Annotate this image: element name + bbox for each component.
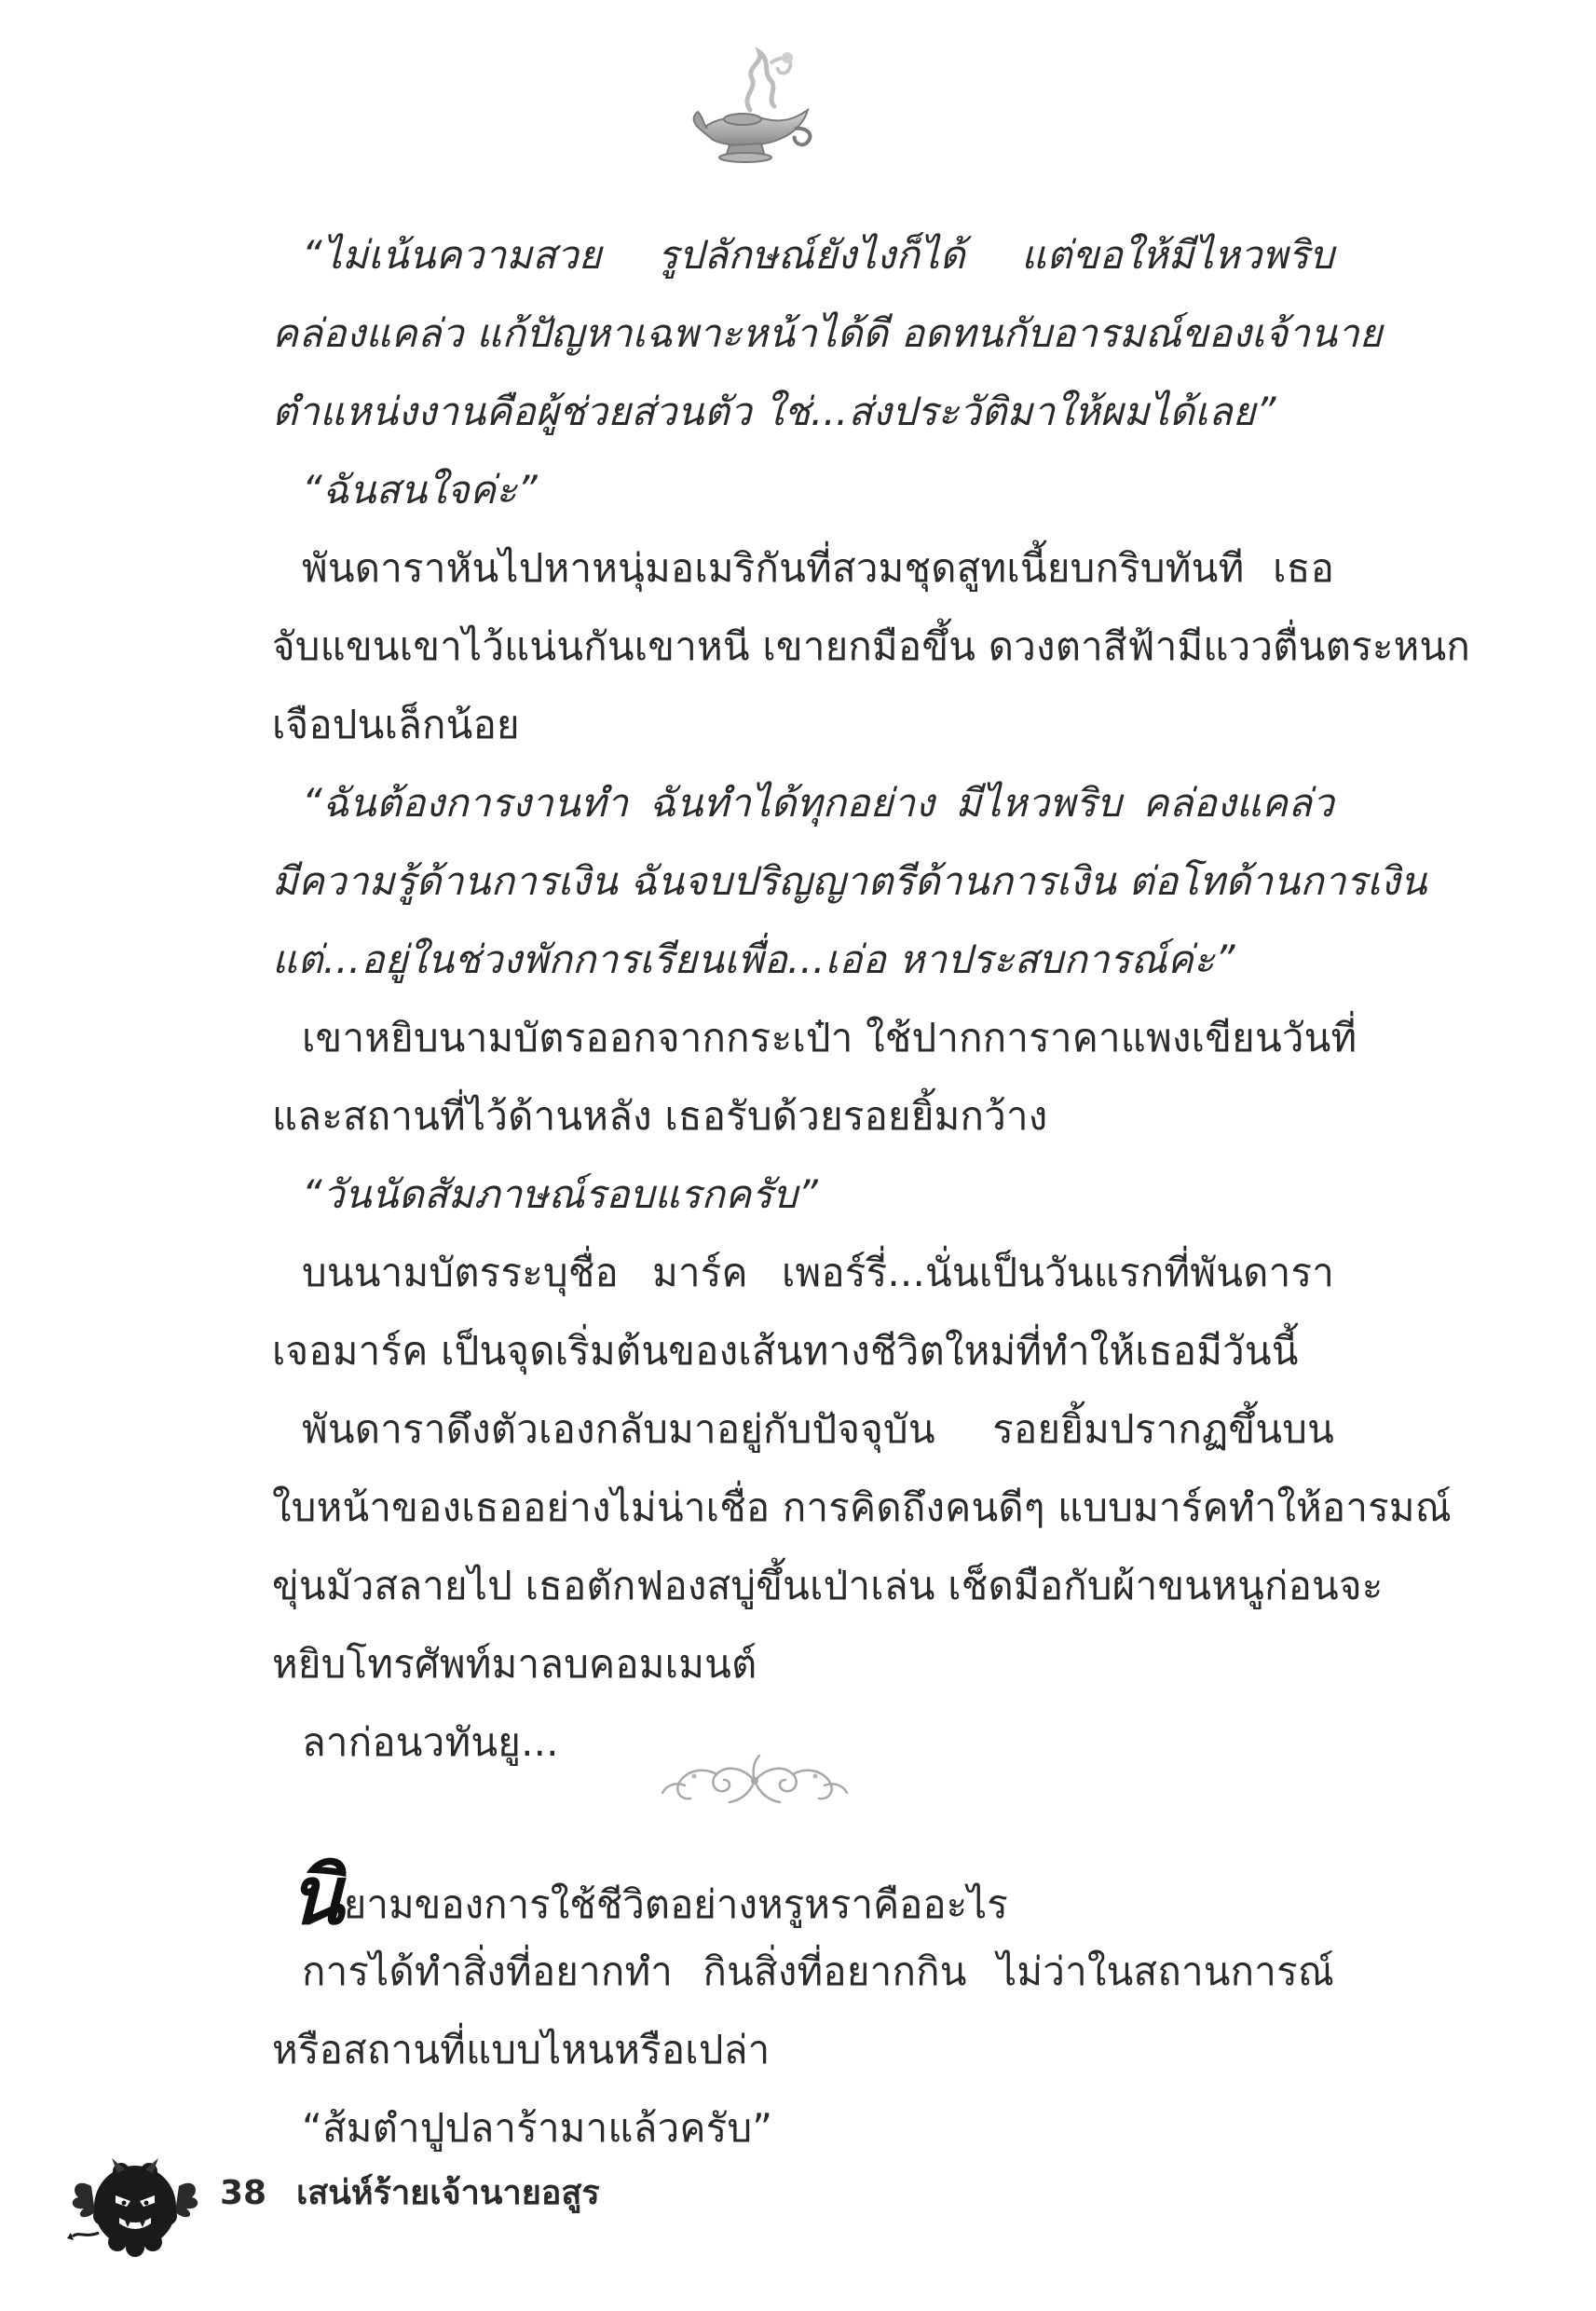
paragraph-line: เจือปนเล็กน้อย (272, 702, 520, 747)
paragraph-line: และสถานที่ไว้ด้านหลัง เธอรับด้วยรอยยิ้มกว้าง (272, 1093, 1048, 1139)
paragraph-line: “ไม่เน้นความสวย รูปลักษณ์ยังไงก็ได้ แต่ขอให้มีไหวพริบ (302, 232, 1334, 278)
paragraph-line: หยิบโทรศัพท์มาลบคอมเมนต์ (272, 1641, 757, 1687)
dropcap-rest-text: ยามของการใช้ชีวิตอย่างหรูหราคืออะไร (343, 1881, 1008, 1927)
genie-lamp-icon (685, 45, 825, 166)
paragraph-line: การได้ทำสิ่งที่อยากทำ กินสิ่งที่อยากกิน ไม่ว่าในสถานการณ์ (302, 1949, 1334, 1994)
paragraph-line: คล่องแคล่ว แก้ปัญหาเฉพาะหน้าได้ดี อดทนกับอารมณ์ของเจ้านาย (272, 310, 1383, 356)
paragraph-line: มีความรู้ด้านการเงิน ฉันจบปริญญาตรีด้านการเงิน ต่อโทด้านการเงิน (272, 858, 1427, 904)
paragraph-line: “ฉันต้องการงานทำ ฉันทำได้ทุกอย่าง มีไหวพริบ คล่องแคล่ว (302, 780, 1334, 826)
paragraph-line: “ฉันสนใจค่ะ” (302, 467, 538, 513)
dropcap-letter: นิ (289, 1850, 344, 1943)
paragraph-line: แต่...อยู่ในช่วงพักการเรียนเพื่อ...เอ่อ หาประสบการณ์ค่ะ” (272, 937, 1235, 982)
floral-divider-icon (657, 1748, 853, 1813)
paragraph-line: ลาก่อนวทันยู... (302, 1719, 559, 1765)
paragraph-line: หรือสถานที่แบบไหนหรือเปล่า (272, 2027, 771, 2072)
paragraph-line: พันดาราหันไปหาหนุ่มอเมริกันที่สวมชุดสูทเนี้ยบกริบทันที เธอ (302, 545, 1334, 591)
paragraph-line: พันดาราดึงตัวเองกลับมาอยู่กับปัจจุบัน รอยยิ้มปรากฏขึ้นบน (302, 1406, 1334, 1452)
monster-mascot-icon (65, 2130, 205, 2261)
paragraph-line: เขาหยิบนามบัตรออกจากกระเป๋า ใช้ปากการาคาแพงเขียนวันที่ (302, 1015, 1357, 1060)
dropcap-heading (289, 1850, 1008, 1943)
paragraph-line: จับแขนเขาไว้แน่นกันเขาหนี เขายกมือขึ้น ดวงตาสีฟ้ามีแววตื่นตระหนก (272, 623, 1471, 669)
paragraph-line: เจอมาร์ค เป็นจุดเริ่มต้นของเส้นทางชีวิตใหม่ที่ทำให้เธอมีวันนี้ (272, 1328, 1299, 1374)
paragraph-line: ตำแหน่งงานคือผู้ช่วยส่วนตัว ใช่...ส่งประวัติมาให้ผมได้เลย” (272, 389, 1276, 434)
paragraph-line: ใบหน้าของเธออย่างไม่น่าเชื่อ การคิดถึงคนดีๆ แบบมาร์คทำให้อารมณ์ (272, 1484, 1452, 1530)
paragraph-line: บนนามบัตรระบุชื่อ มาร์ค เพอร์รี่...นั่นเป็นวันแรกที่พันดารา (302, 1250, 1334, 1295)
book-title: เสน่ห์ร้ายเจ้านายอสูร (296, 2174, 600, 2212)
page-number: 38 (220, 2174, 267, 2212)
paragraph-line: ขุ่นมัวสลายไป เธอตักฟองสบู่ขึ้นเป่าเล่น เช็ดมือกับผ้าขนหนูก่อนจะ (272, 1563, 1384, 1608)
paragraph-line: “วันนัดสัมภาษณ์รอบแรกครับ” (302, 1171, 819, 1217)
paragraph-line: “ส้มตำปูปลาร้ามาแล้วครับ” (302, 2105, 773, 2151)
